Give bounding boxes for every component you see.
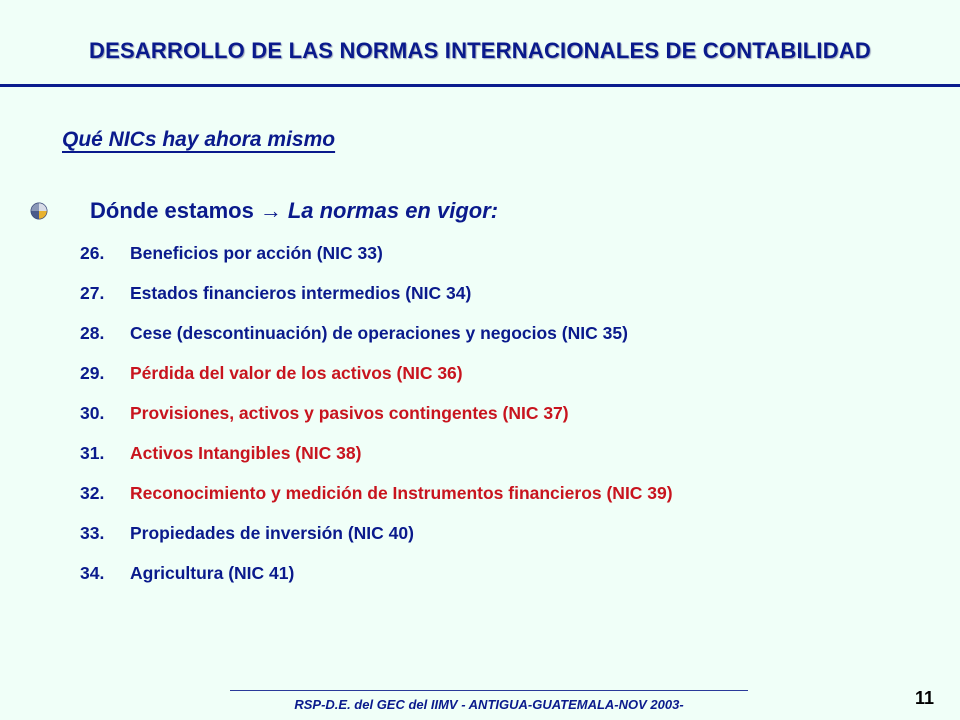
item-text: Pérdida del valor de los activos (NIC 36) xyxy=(130,362,463,383)
bullet-lead: Dónde estamos xyxy=(90,198,254,223)
slide-subtitle: Qué NICs hay ahora mismo xyxy=(62,128,336,151)
standards-list xyxy=(80,233,673,593)
item-text: Beneficios por acción (NIC 33) xyxy=(130,242,383,263)
title-divider xyxy=(0,84,960,87)
item-number: 29. xyxy=(80,362,105,383)
item-text: Provisiones, activos y pasivos contingentes (NIC 37) xyxy=(130,402,569,423)
item-number: 31. xyxy=(80,442,105,463)
main-bullet xyxy=(30,196,498,226)
item-number: 28. xyxy=(80,322,105,343)
pie-bullet-icon xyxy=(30,202,48,220)
list-item xyxy=(80,553,673,593)
item-text: Cese (descontinuación) de operaciones y negocios (NIC 35) xyxy=(130,322,628,343)
item-text: Reconocimiento y medición de Instrumentos financieros (NIC 39) xyxy=(130,482,673,503)
slide-title: DESARROLLO DE LAS NORMAS INTERNACIONALES DE CONTABILIDAD xyxy=(88,38,872,63)
bullet-emphasis: La normas en vigor: xyxy=(287,198,499,223)
list-item xyxy=(80,513,673,553)
slide-footer: RSP-D.E. del GEC del IIMV - ANTIGUA-GUATEMALA-NOV 2003- xyxy=(230,690,748,716)
item-text: Agricultura (NIC 41) xyxy=(130,562,295,583)
item-number: 32. xyxy=(80,482,105,503)
list-item xyxy=(80,273,673,313)
list-item xyxy=(80,353,673,393)
item-number: 33. xyxy=(80,522,105,543)
item-text: Activos Intangibles (NIC 38) xyxy=(130,442,362,463)
list-item xyxy=(80,233,673,273)
item-number: 26. xyxy=(80,242,105,263)
page-number: 11 xyxy=(915,688,935,708)
item-text: Estados financieros intermedios (NIC 34) xyxy=(130,282,472,303)
list-item xyxy=(80,313,673,353)
item-number: 27. xyxy=(80,282,105,303)
bullet-text xyxy=(90,198,498,224)
list-item xyxy=(80,433,673,473)
item-number: 34. xyxy=(80,562,105,583)
right-arrow-icon: → xyxy=(259,198,282,223)
item-number: 30. xyxy=(80,402,105,423)
list-item xyxy=(80,473,673,513)
list-item xyxy=(80,393,673,433)
item-text: Propiedades de inversión (NIC 40) xyxy=(130,522,414,543)
